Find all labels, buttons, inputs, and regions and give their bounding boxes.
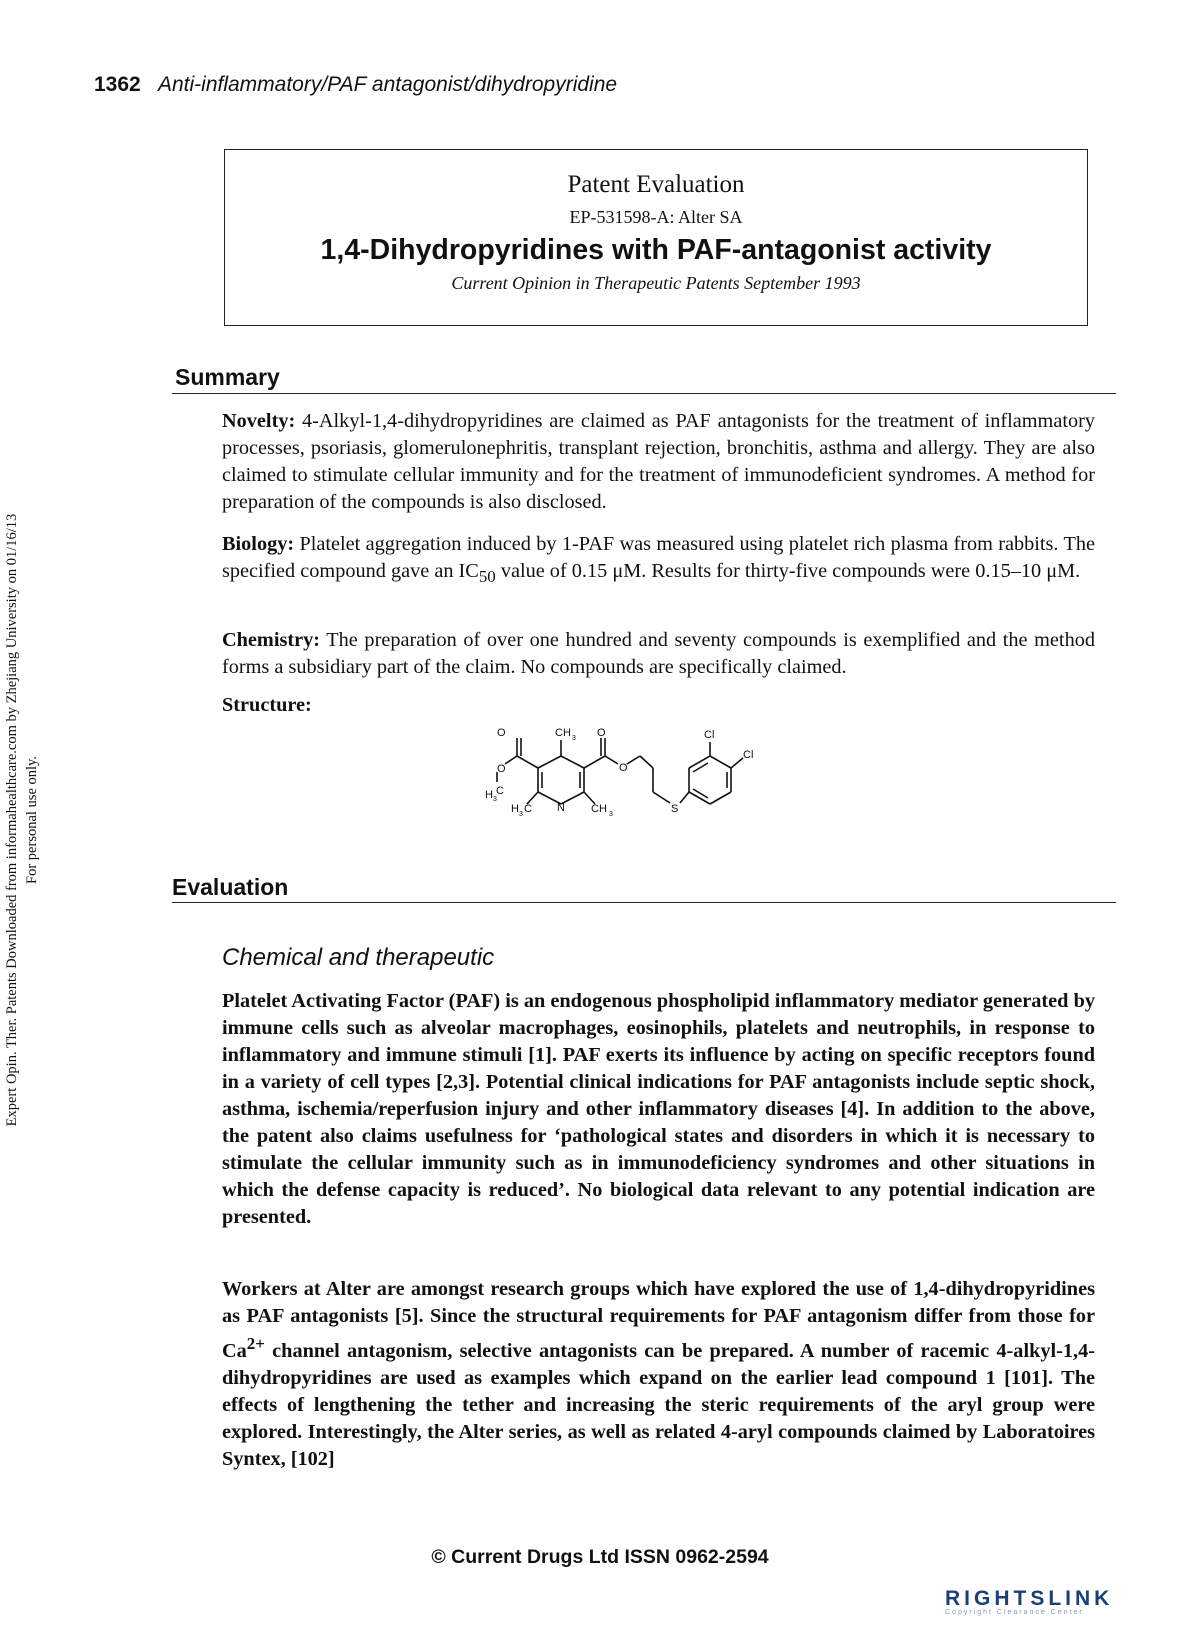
evaluation-heading: Evaluation xyxy=(172,874,289,900)
chemical-structure xyxy=(475,728,815,840)
journal-citation: Current Opinion in Therapeutic Patents September 1993 xyxy=(451,273,861,293)
download-stamp-line2: For personal use only. xyxy=(24,756,40,884)
evaluation-subheading: Chemical and therapeutic xyxy=(222,944,495,971)
label-h3c1-c: C xyxy=(496,785,504,797)
biology-label: Biology: xyxy=(222,533,295,555)
label-cl2: Cl xyxy=(743,749,754,761)
rightslink-wordmark: RIGHTSLINK xyxy=(945,1587,1114,1610)
novelty-text: 4-Alkyl-1,4-dihydropyridines are claimed as PAF antagonists for the treatment of inflammatory processes, psoriasis, glomerulonephritis, transplant rejection, bronchitis, asthma and allergy. They are also claimed to stimulate cellular immunity and for the treatment of immunodeficient syndromes. A method for preparation of the compounds is also disclosed. xyxy=(222,410,1095,513)
patent-evaluation-box xyxy=(224,149,1088,326)
label-h3c1-h: H xyxy=(485,789,493,801)
biology-subscript: 50 xyxy=(478,567,496,587)
download-stamp-line1: Expert Opin. Ther. Patents Downloaded from informahealthcare.com by Zhejiang University on 01/16/13 xyxy=(4,513,20,1127)
label-o2: O xyxy=(597,728,606,739)
summary-rule xyxy=(172,393,1116,394)
label-ch3b: CH xyxy=(591,803,607,815)
running-header xyxy=(94,72,617,97)
patent-title: 1,4-Dihydropyridines with PAF-antagonist activity xyxy=(320,234,992,266)
label-h3c2-h: H xyxy=(511,803,519,815)
label-o1: O xyxy=(497,728,506,739)
evaluation-paragraph-1: Platelet Activating Factor (PAF) is an endogenous phospholipid inflammatory mediator generated by immune cells such as alveolar macrophages, eosinophils, platelets and neutrophils, in response to inflammatory and immune stimuli [1]. PAF exerts its influence by acting on specific receptors found in a variety of cell types [2,3]. Potential clinical indications for PAF antagonists include septic shock, asthma, ischemia/reperfusion injury and other inflammatory diseases [4]. In addition to the above, the patent also claims usefulness for ‘pathological states and disorders in which it is necessary to stimulate the cellular immunity such as in immunodeficiency syndromes and other situations in which the defense capacity is reduced’. No biological data relevant to any potential indication are presented. xyxy=(222,990,1095,1228)
box-heading: Patent Evaluation xyxy=(567,171,745,198)
label-o3: O xyxy=(497,763,506,775)
biology-paragraph xyxy=(222,531,1095,590)
evaluation-paragraph-2 xyxy=(222,1276,1095,1473)
label-n: N xyxy=(557,802,565,814)
label-h3c2-sub: 3 xyxy=(519,811,523,818)
page-number: 1362 xyxy=(94,73,141,96)
label-ch3-sub: 3 xyxy=(572,735,576,742)
para2-text-b: channel antagonism, selective antagonists can be prepared. A number of racemic 4-alkyl-1,4-dihydropyridines are used as examples which expand on the earlier lead compound 1 [101]. The effects of lengthening the tether and increasing the steric requirements of the aryl group were explored. Interestingly, the Alter series, as well as related 4-aryl compounds claimed by Laboratoires Syntex, [102] xyxy=(222,1339,1095,1470)
label-s: S xyxy=(671,803,679,815)
biology-text-a: Platelet aggregation induced by 1-PAF was measured using platelet rich plasma from rabbits. The specified compound gave an IC xyxy=(222,533,1095,582)
novelty-paragraph xyxy=(222,408,1095,516)
label-ch3: CH xyxy=(555,728,571,739)
chemistry-text: The preparation of over one hundred and seventy compounds is exemplified and the method forms a subsidiary part of the claim. No compounds are specifically claimed. xyxy=(222,629,1095,678)
para2-superscript: 2+ xyxy=(246,1334,265,1353)
label-h3c1-sub: 3 xyxy=(493,796,497,803)
download-stamp xyxy=(2,460,52,1180)
label-h3c2-c: C xyxy=(524,803,532,815)
summary-heading: Summary xyxy=(175,364,280,390)
structure-label: Structure: xyxy=(222,694,312,716)
label-ch3b-sub: 3 xyxy=(609,811,613,818)
chemistry-label: Chemistry: xyxy=(222,629,320,651)
label-o4: O xyxy=(619,762,628,774)
label-cl1: Cl xyxy=(704,729,715,741)
rightslink-logo xyxy=(945,1587,1113,1616)
patent-number: EP-531598-A: Alter SA xyxy=(569,207,743,227)
rightslink-subtitle: Copyright Clearance Center xyxy=(945,1609,1084,1616)
footer-copyright: © Current Drugs Ltd ISSN 0962-2594 xyxy=(431,1546,769,1568)
running-title: Anti-inflammatory/PAF antagonist/dihydropyridine xyxy=(157,73,618,96)
chemistry-paragraph xyxy=(222,627,1095,681)
para2-text-a: Workers at Alter are amongst research groups which have explored the use of 1,4-dihydropyridines as PAF antagonists [5]. Since the structural requirements for PAF antagonism differ from those for Ca xyxy=(222,1278,1095,1362)
biology-text-b: value of 0.15 μM. Results for thirty-five compounds were 0.15–10 μM. xyxy=(500,560,1081,582)
novelty-label: Novelty: xyxy=(222,410,296,432)
evaluation-rule xyxy=(172,902,1116,903)
